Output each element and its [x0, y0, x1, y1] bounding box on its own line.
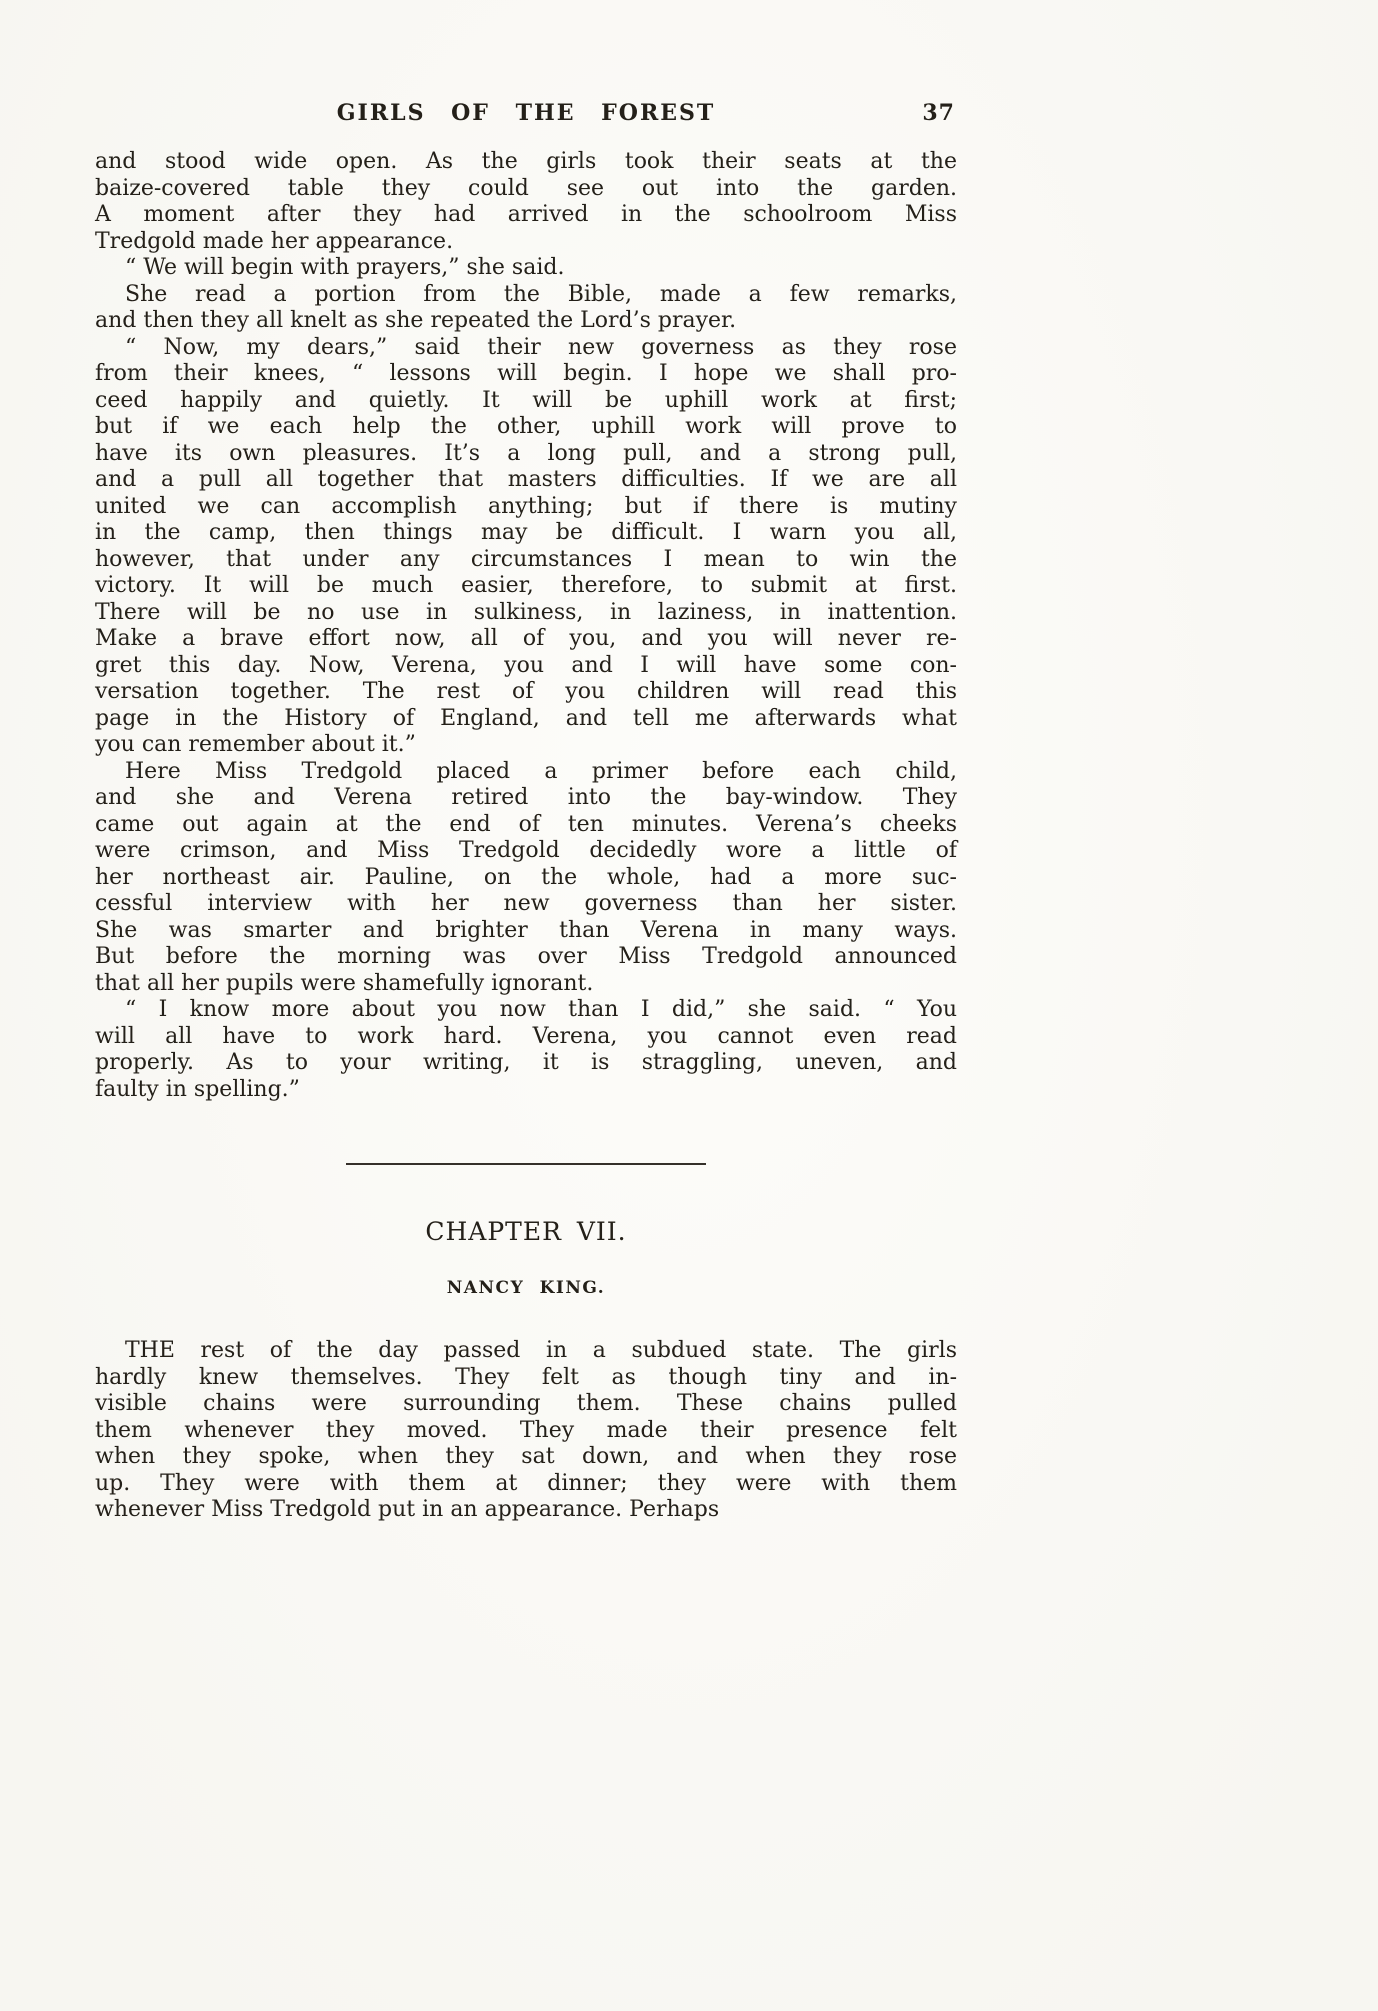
text-line: up. They were with them at dinner; they were with them — [95, 1470, 957, 1496]
text-line: “ Now, my dears,” said their new governess as they rose — [125, 334, 957, 360]
text-line: gret this day. Now, Verena, you and I will have some con- — [95, 652, 957, 678]
text-line: But before the morning was over Miss Tredgold announced — [95, 944, 957, 969]
text-line: that all her pupils were shamefully ignorant. — [95, 970, 594, 996]
chapter-paragraphs — [95, 1338, 957, 1524]
section-divider — [346, 1163, 706, 1165]
chapter-subtitle: NANCY KING. — [446, 1278, 606, 1298]
text-line: visible chains were surrounding them. These chains pulled — [95, 1391, 957, 1416]
text-line: were crimson, and Miss Tredgold decidedly wore a little of — [95, 838, 957, 863]
text-line: cessful interview with her new governess than her sister. — [95, 891, 957, 916]
text-line: Make a brave effort now, all of you, and you will never re- — [95, 626, 957, 651]
body-paragraphs — [95, 149, 957, 1103]
text-line: came out again at the end of ten minutes. Verena’s cheeks — [95, 811, 957, 837]
text-line: baize-covered table they could see out into the garden. — [95, 175, 957, 201]
paragraph — [95, 759, 957, 998]
paragraph — [95, 282, 957, 335]
text-line: whenever Miss Tredgold put in an appearance. Perhaps — [95, 1497, 720, 1522]
text-line: There will be no use in sulkiness, in laziness, in inattention. — [95, 599, 957, 625]
text-line: victory. It will be much easier, therefore, to submit at first. — [95, 573, 957, 598]
text-line: in the camp, then things may be difficult. I warn you all, — [95, 520, 957, 545]
paragraph — [95, 255, 957, 282]
text-line: them whenever they moved. They made their presence felt — [95, 1417, 957, 1443]
text-line: “ I know more about you now than I did,” she said. “ You — [125, 997, 957, 1022]
text-line: you can remember about it.” — [95, 732, 416, 757]
text-line: page in the History of England, and tell me afterwards what — [95, 705, 957, 731]
text-line: “ We will begin with prayers,” she said. — [125, 255, 565, 280]
text-line: her northeast air. Pauline, on the whole, had a more suc- — [95, 864, 957, 890]
text-line: Tredgold made her appearance. — [95, 228, 454, 254]
text-line: however, that under any circumstances I mean to win the — [95, 546, 957, 572]
chapter-title: CHAPTER VII. — [425, 1217, 627, 1246]
text-line: versation together. The rest of you children will read this — [95, 679, 957, 704]
text-line: but if we each help the other, uphill work will prove to — [95, 414, 957, 439]
paragraph — [95, 1338, 957, 1524]
text-line: ceed happily and quietly. It will be uphill work at first; — [95, 387, 957, 413]
paragraph — [95, 149, 957, 255]
text-line: hardly knew themselves. They felt as though tiny and in- — [95, 1364, 957, 1390]
text-line: THE rest of the day passed in a subdued state. The girls — [125, 1338, 957, 1363]
text-line: and a pull all together that masters difficulties. If we are all — [95, 467, 957, 492]
text-line: from their knees, “ lessons will begin. I hope we shall pro- — [95, 361, 957, 386]
text-line: She read a portion from the Bible, made a few remarks, — [125, 281, 957, 307]
page-header — [95, 100, 957, 130]
text-line: Here Miss Tredgold placed a primer before each child, — [125, 758, 957, 784]
text-line: A moment after they had arrived in the schoolroom Miss — [95, 202, 957, 227]
text-line: when they spoke, when they sat down, and when they rose — [95, 1444, 957, 1469]
paragraph — [95, 997, 957, 1103]
text-line: and she and Verena retired into the bay-window. They — [95, 785, 957, 810]
text-line: properly. As to your writing, it is straggling, uneven, and — [95, 1050, 957, 1075]
text-line: united we can accomplish anything; but if there is mutiny — [95, 493, 957, 519]
paragraph — [95, 335, 957, 759]
text-line: faulty in spelling.” — [95, 1076, 300, 1102]
page-number: 37 — [922, 100, 955, 126]
text-line: and stood wide open. As the girls took their seats at the — [95, 149, 957, 174]
text-line: have its own pleasures. It’s a long pull, and a strong pull, — [95, 440, 957, 466]
text-line: and then they all knelt as she repeated the Lord’s prayer. — [95, 308, 737, 333]
text-line: She was smarter and brighter than Verena in many ways. — [95, 917, 957, 943]
page-content — [95, 100, 957, 1524]
running-title: GIRLS OF THE FOREST — [336, 100, 716, 126]
text-line: will all have to work hard. Verena, you cannot even read — [95, 1023, 957, 1049]
